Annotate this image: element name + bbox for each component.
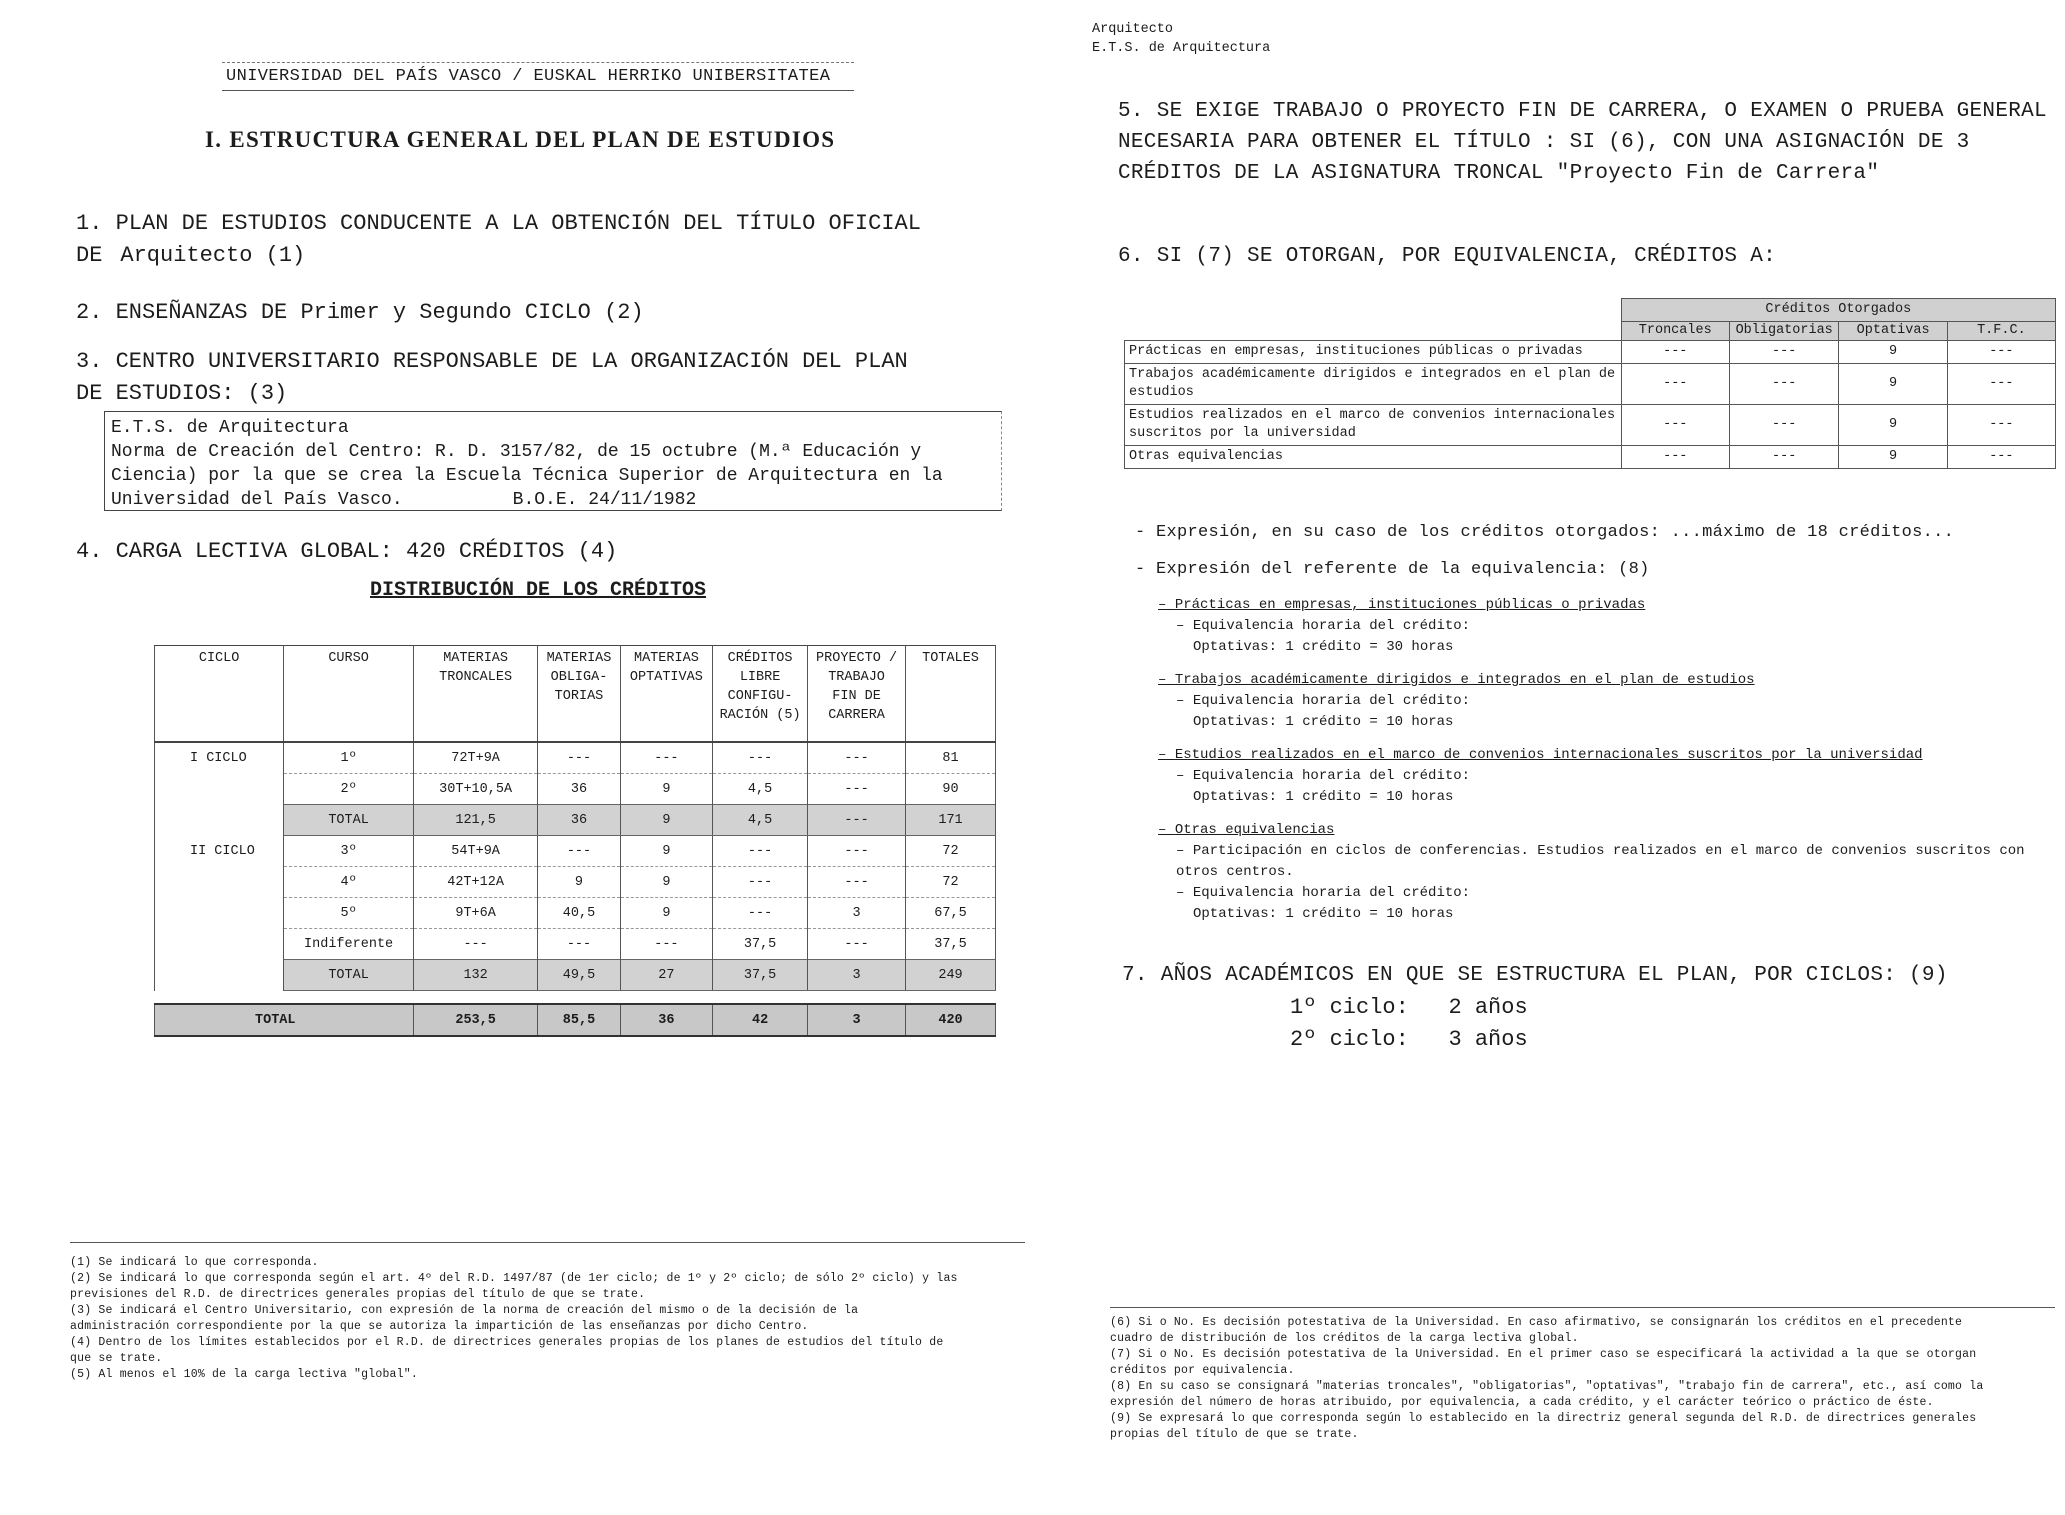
table-cell: 171 (906, 805, 996, 836)
section-4: 4. CARGA LECTIVA GLOBAL: 420 CRÉDITOS (4) (76, 539, 618, 564)
table-cell: --- (808, 774, 906, 805)
footnote: (2) Se indicará lo que corresponda según el art. 4º del R.D. 1497/87 (de 1er ciclo; de 1º y 2º ciclo; de sólo 2º ciclo) y las (70, 1272, 958, 1285)
eq-col-obligatorias: Obligatorias (1729, 322, 1839, 341)
footnotes-left (70, 1255, 1030, 1383)
eq-col-troncales: Troncales (1621, 322, 1729, 341)
footnote: propias del título de que se trate. (1110, 1428, 1359, 1441)
eq-category-label: Trabajos académicamente dirigidos e integrados en el plan de estudios (1174, 672, 1755, 688)
table-row (155, 836, 996, 867)
table-cell: 40,5 (538, 898, 620, 929)
section-7: 7. AÑOS ACADÉMICOS EN QUE SE ESTRUCTURA EL PLAN, POR CICLOS: (9) (1122, 964, 1948, 987)
grand-total-label: TOTAL (155, 1004, 414, 1036)
section-2 (76, 297, 644, 329)
cycle-label-empty (155, 867, 284, 898)
eq-detail: – Equivalencia horaria del crédito: (1176, 693, 1471, 709)
cycle-label-empty (155, 929, 284, 960)
table-cell: --- (1621, 446, 1729, 469)
header-degree: Arquitecto (1092, 22, 1174, 37)
table-cell: 132 (413, 960, 537, 991)
eq-category: – Estudios realizados en el marco de convenios internacionales suscritos por la universidad (1158, 747, 1923, 763)
table-cell: --- (808, 742, 906, 774)
table-cell: 420 (906, 1004, 996, 1036)
centro-line4-text: Universidad del País Vasco. (111, 490, 403, 510)
footnote: (9) Se expresará lo que corresponda según lo establecido en la directriz general segunda del R.D. de directrices generales (1110, 1412, 1977, 1425)
col-proyecto: PROYECTO / TRABAJO FIN DE CARRERA (808, 646, 906, 743)
eq-detail-text: Equivalencia horaria del crédito: (1192, 693, 1471, 709)
table-cell: 54T+9A (413, 836, 537, 867)
table-cell: 72T+9A (413, 742, 537, 774)
subtotal-row (155, 805, 996, 836)
table-cell: 85,5 (538, 1004, 620, 1036)
table-row (1125, 446, 2056, 469)
table-cell: 9 (1839, 405, 1947, 446)
table-cell: 249 (906, 960, 996, 991)
page-title: I. ESTRUCTURA GENERAL DEL PLAN DE ESTUDIOS (205, 127, 836, 152)
centro-box (104, 411, 1002, 511)
cycle-label: II CICLO (155, 836, 284, 867)
cycle-2-duration (1290, 1027, 1528, 1052)
table-cell: --- (713, 742, 808, 774)
eq-detail-text: Equivalencia horaria del crédito: (1192, 618, 1471, 634)
cycle-label-empty (155, 960, 284, 991)
table-cell: 4,5 (713, 805, 808, 836)
table-cell: 9 (620, 898, 712, 929)
col-totales: TOTALES (906, 646, 996, 743)
table-cell: --- (538, 929, 620, 960)
eq-detail-value: Optativas: 1 crédito = 10 horas (1193, 789, 1454, 805)
running-header (1092, 20, 1270, 58)
footnote: créditos por equivalencia. (1110, 1364, 1295, 1377)
section-1-de: DE (76, 243, 103, 268)
footnote: (8) En su caso se consignará "materias troncales", "obligatorias", "optativas", "trabajo fin de carrera", etc., así como la (1110, 1380, 1984, 1393)
table-cell: 42T+12A (413, 867, 537, 898)
section-6: 6. SI (7) SE OTORGAN, POR EQUIVALENCIA, CRÉDITOS A: (1118, 245, 1777, 268)
header-centre: E.T.S. de Arquitectura (1092, 41, 1271, 56)
table-cell: 253,5 (413, 1004, 537, 1036)
table-cell: 36 (620, 1004, 712, 1036)
table-cell: --- (1947, 341, 2055, 364)
table-cell: --- (1947, 364, 2055, 405)
table-cell: 49,5 (538, 960, 620, 991)
table-cell: 9 (620, 836, 712, 867)
table-row (1125, 341, 2056, 364)
eq-col-tfc: T.F.C. (1947, 322, 2055, 341)
table-cell: 81 (906, 742, 996, 774)
centro-line2: Norma de Creación del Centro: R. D. 3157/82, de 15 octubre (M.ª Educación y (111, 442, 922, 462)
eq-blank (1125, 322, 1622, 341)
table-cell: 9 (538, 867, 620, 898)
centro-boe: B.O.E. 24/11/1982 (512, 490, 697, 510)
table-cell: TOTAL (284, 960, 414, 991)
table-cell: 67,5 (906, 898, 996, 929)
equivalence-table (1124, 298, 2056, 469)
eq-detail-value: Optativas: 1 crédito = 10 horas (1193, 906, 1454, 922)
table-cell: --- (713, 836, 808, 867)
table-cell: 27 (620, 960, 712, 991)
table-cell: --- (1729, 341, 1839, 364)
table-cell: --- (413, 929, 537, 960)
cycle-2-value: 3 años (1448, 1027, 1528, 1052)
eq-detail-text: Equivalencia horaria del crédito: (1192, 768, 1471, 784)
cycle-label: I CICLO (155, 742, 284, 774)
table-row (155, 774, 996, 805)
eq-category: – Otras equivalencias (1158, 822, 1335, 838)
table-cell: 9 (620, 867, 712, 898)
table-cell: 9 (1839, 364, 1947, 405)
footnote: (3) Se indicará el Centro Universitario, con expresión de la norma de creación del mismo o de la decisión de la (70, 1304, 859, 1317)
eq-row-desc: Otras equivalencias (1125, 446, 1622, 469)
col-troncales: MATERIAS TRONCALES (413, 646, 537, 743)
footnotes-right (1110, 1315, 2060, 1443)
centro-line3: Ciencia) por la que se crea la Escuela Técnica Superior de Arquitectura en la (111, 466, 943, 486)
table-cell: --- (1947, 446, 2055, 469)
table-cell: --- (808, 867, 906, 898)
table-cell: --- (620, 742, 712, 774)
table-cell: 42 (713, 1004, 808, 1036)
col-obligatorias: MATERIAS OBLIGA- TORIAS (538, 646, 620, 743)
eq-row-desc: Estudios realizados en el marco de convenios internacionales suscritos por la universidad (1125, 405, 1622, 446)
table-cell: 9 (1839, 341, 1947, 364)
table-cell: --- (1947, 405, 2055, 446)
table-cell: --- (808, 805, 906, 836)
eq-detail-value: Optativas: 1 crédito = 10 horas (1193, 714, 1454, 730)
footnote: (1) Se indicará lo que corresponda. (70, 1256, 319, 1269)
eq-detail: – Equivalencia horaria del crédito: (1176, 618, 1471, 634)
table-cell: 3º (284, 836, 414, 867)
table-cell: 3 (808, 960, 906, 991)
eq-detail-value: Optativas: 1 crédito = 30 horas (1193, 639, 1454, 655)
eq-category-label: Prácticas en empresas, instituciones públicas o privadas (1174, 597, 1646, 613)
table-cell: --- (808, 836, 906, 867)
eq-detail: – Participación en ciclos de conferencias. Estudios realizados en el marco de convenios suscritos con otros centros. (1176, 843, 2025, 880)
table-cell: --- (1729, 405, 1839, 446)
section-3-line2: DE ESTUDIOS: (3) (76, 381, 288, 406)
footnote: (5) Al menos el 10% de la carga lectiva "global". (70, 1368, 418, 1381)
footnote-divider (1110, 1307, 2055, 1308)
table-cell: 1º (284, 742, 414, 774)
eq-detail-text: Participación en ciclos de conferencias. Estudios realizados en el marco de convenios suscritos con otros centros. (1176, 843, 2025, 880)
table-cell: --- (1621, 364, 1729, 405)
table-cell: 30T+10,5A (413, 774, 537, 805)
credits-table (154, 645, 996, 1037)
table-row (1125, 364, 2056, 405)
table-row (155, 742, 996, 774)
col-curso: CURSO (284, 646, 414, 743)
university-header: UNIVERSIDAD DEL PAÍS VASCO / EUSKAL HERRIKO UNIBERSITATEA (222, 62, 854, 91)
eq-col-optativas: Optativas (1839, 322, 1947, 341)
grand-total-row (155, 1004, 996, 1036)
table-row (155, 898, 996, 929)
table-cell: 9 (1839, 446, 1947, 469)
table-cell: 72 (906, 867, 996, 898)
centro-line4 (111, 488, 995, 512)
footnote: expresión del número de horas atribuido, por equivalencia, a cada crédito, y el carácter teórico o práctico de éste. (1110, 1396, 1934, 1409)
table-cell: 90 (906, 774, 996, 805)
eq-group-header: Créditos Otorgados (1621, 299, 2055, 322)
table-cell: --- (713, 867, 808, 898)
table-cell: 4,5 (713, 774, 808, 805)
table-cell: 9T+6A (413, 898, 537, 929)
table-spacer (155, 991, 996, 1005)
expression-credits: - Expresión, en su caso de los créditos otorgados: ...máximo de 18 créditos... (1135, 523, 1955, 542)
section-1 (76, 208, 921, 272)
table-row (155, 929, 996, 960)
degree-title: Arquitecto (1) (120, 243, 306, 268)
eq-row-desc: Prácticas en empresas, instituciones públicas o privadas (1125, 341, 1622, 364)
footnote: previsiones del R.D. de directrices generales propias del título de que se trate. (70, 1288, 646, 1301)
cycle-label-empty (155, 805, 284, 836)
eq-detail: – Equivalencia horaria del crédito: (1176, 885, 1471, 901)
eq-header-row (1125, 322, 2056, 341)
section-3 (76, 346, 908, 410)
subtotal-row (155, 960, 996, 991)
table-cell: 9 (620, 774, 712, 805)
footnote: (6) Si o No. Es decisión potestativa de la Universidad. En caso afirmativo, se consignarán los créditos en el precedente (1110, 1316, 1963, 1329)
table-cell: 37,5 (713, 929, 808, 960)
col-ciclo: CICLO (155, 646, 284, 743)
section-1-line2 (76, 240, 921, 272)
right-page (1040, 0, 2065, 1515)
section-3-line1: 3. CENTRO UNIVERSITARIO RESPONSABLE DE LA ORGANIZACIÓN DEL PLAN (76, 349, 908, 374)
cycle-1-label: 1º ciclo: (1290, 995, 1409, 1020)
eq-detail-text: Equivalencia horaria del crédito: (1192, 885, 1471, 901)
eq-category-label: Otras equivalencias (1174, 822, 1335, 838)
cycle-label-empty (155, 774, 284, 805)
table-cell: --- (538, 742, 620, 774)
cycle-label-empty (155, 898, 284, 929)
footnote: administración correspondiente por la que se autoriza la impartición de las enseñanzas por dicho Centro. (70, 1320, 809, 1333)
section-2-label: 2. ENSEÑANZAS DE (76, 300, 288, 325)
cycle-1-value: 2 años (1448, 995, 1528, 1020)
table-cell: --- (808, 929, 906, 960)
expression-reference: - Expresión del referente de la equivalencia: (8) (1135, 560, 1650, 579)
table-row (155, 867, 996, 898)
col-libre-config: CRÉDITOS LIBRE CONFIGU- RACIÓN (5) (713, 646, 808, 743)
table-row (1125, 405, 2056, 446)
table-cell: --- (1729, 446, 1839, 469)
footnote: (4) Dentro de los límites establecidos por el R.D. de directrices generales propias de los planes de estudios del título de (70, 1336, 944, 1349)
eq-category: – Trabajos académicamente dirigidos e integrados en el plan de estudios (1158, 672, 1755, 688)
eq-group-header-row (1125, 299, 2056, 322)
table-cell: 37,5 (713, 960, 808, 991)
footnote-divider (70, 1242, 1025, 1243)
table-cell: 121,5 (413, 805, 537, 836)
section-5: 5. SE EXIGE TRABAJO O PROYECTO FIN DE CARRERA, O EXAMEN O PRUEBA GENERAL NECESARIA PARA OBTENER EL TÍTULO : SI (6), CON UNA ASIGNACIÓN DE 3 CRÉDITOS DE LA ASIGNATURA TRONCAL "Proyecto Fin de Carrera" (1118, 100, 2047, 185)
table-cell: --- (713, 898, 808, 929)
table-cell: 3 (808, 898, 906, 929)
table-cell: 37,5 (906, 929, 996, 960)
table-cell: Indiferente (284, 929, 414, 960)
footnote: cuadro de distribución de los créditos de la carga lectiva global. (1110, 1332, 1579, 1345)
table-cell: 2º (284, 774, 414, 805)
cycle-1-duration (1290, 995, 1528, 1020)
equivalence-list (1158, 595, 2058, 925)
eq-row-desc: Trabajos académicamente dirigidos e integrados en el plan de estudios (1125, 364, 1622, 405)
table-cell: 4º (284, 867, 414, 898)
table-cell: --- (1621, 405, 1729, 446)
table-cell: TOTAL (284, 805, 414, 836)
distribution-title: DISTRIBUCIÓN DE LOS CRÉDITOS (370, 579, 707, 602)
cycle-2-label: 2º ciclo: (1290, 1027, 1409, 1052)
table-cell: 5º (284, 898, 414, 929)
credits-header-row (155, 646, 996, 743)
col-optativas: MATERIAS OPTATIVAS (620, 646, 712, 743)
table-cell: 72 (906, 836, 996, 867)
eq-blank (1125, 299, 1622, 322)
table-cell: --- (620, 929, 712, 960)
eq-detail: – Equivalencia horaria del crédito: (1176, 768, 1471, 784)
section-2-value: Primer y Segundo (300, 300, 512, 325)
table-cell: --- (1621, 341, 1729, 364)
section-1-line1: 1. PLAN DE ESTUDIOS CONDUCENTE A LA OBTENCIÓN DEL TÍTULO OFICIAL (76, 211, 921, 236)
footnote: que se trate. (70, 1352, 163, 1365)
table-cell: --- (538, 836, 620, 867)
eq-category-label: Estudios realizados en el marco de convenios internacionales suscritos por la universidad (1174, 747, 1923, 763)
table-cell: --- (1729, 364, 1839, 405)
table-cell: 36 (538, 805, 620, 836)
eq-category: – Prácticas en empresas, instituciones públicas o privadas (1158, 597, 1646, 613)
table-cell: 36 (538, 774, 620, 805)
table-cell: 3 (808, 1004, 906, 1036)
table-cell: 9 (620, 805, 712, 836)
section-2-suffix: CICLO (2) (524, 300, 644, 325)
footnote: (7) Si o No. Es decisión potestativa de la Universidad. En el primer caso se especificará la actividad a la que se otorgan (1110, 1348, 1977, 1361)
centro-line1: E.T.S. de Arquitectura (111, 418, 349, 438)
